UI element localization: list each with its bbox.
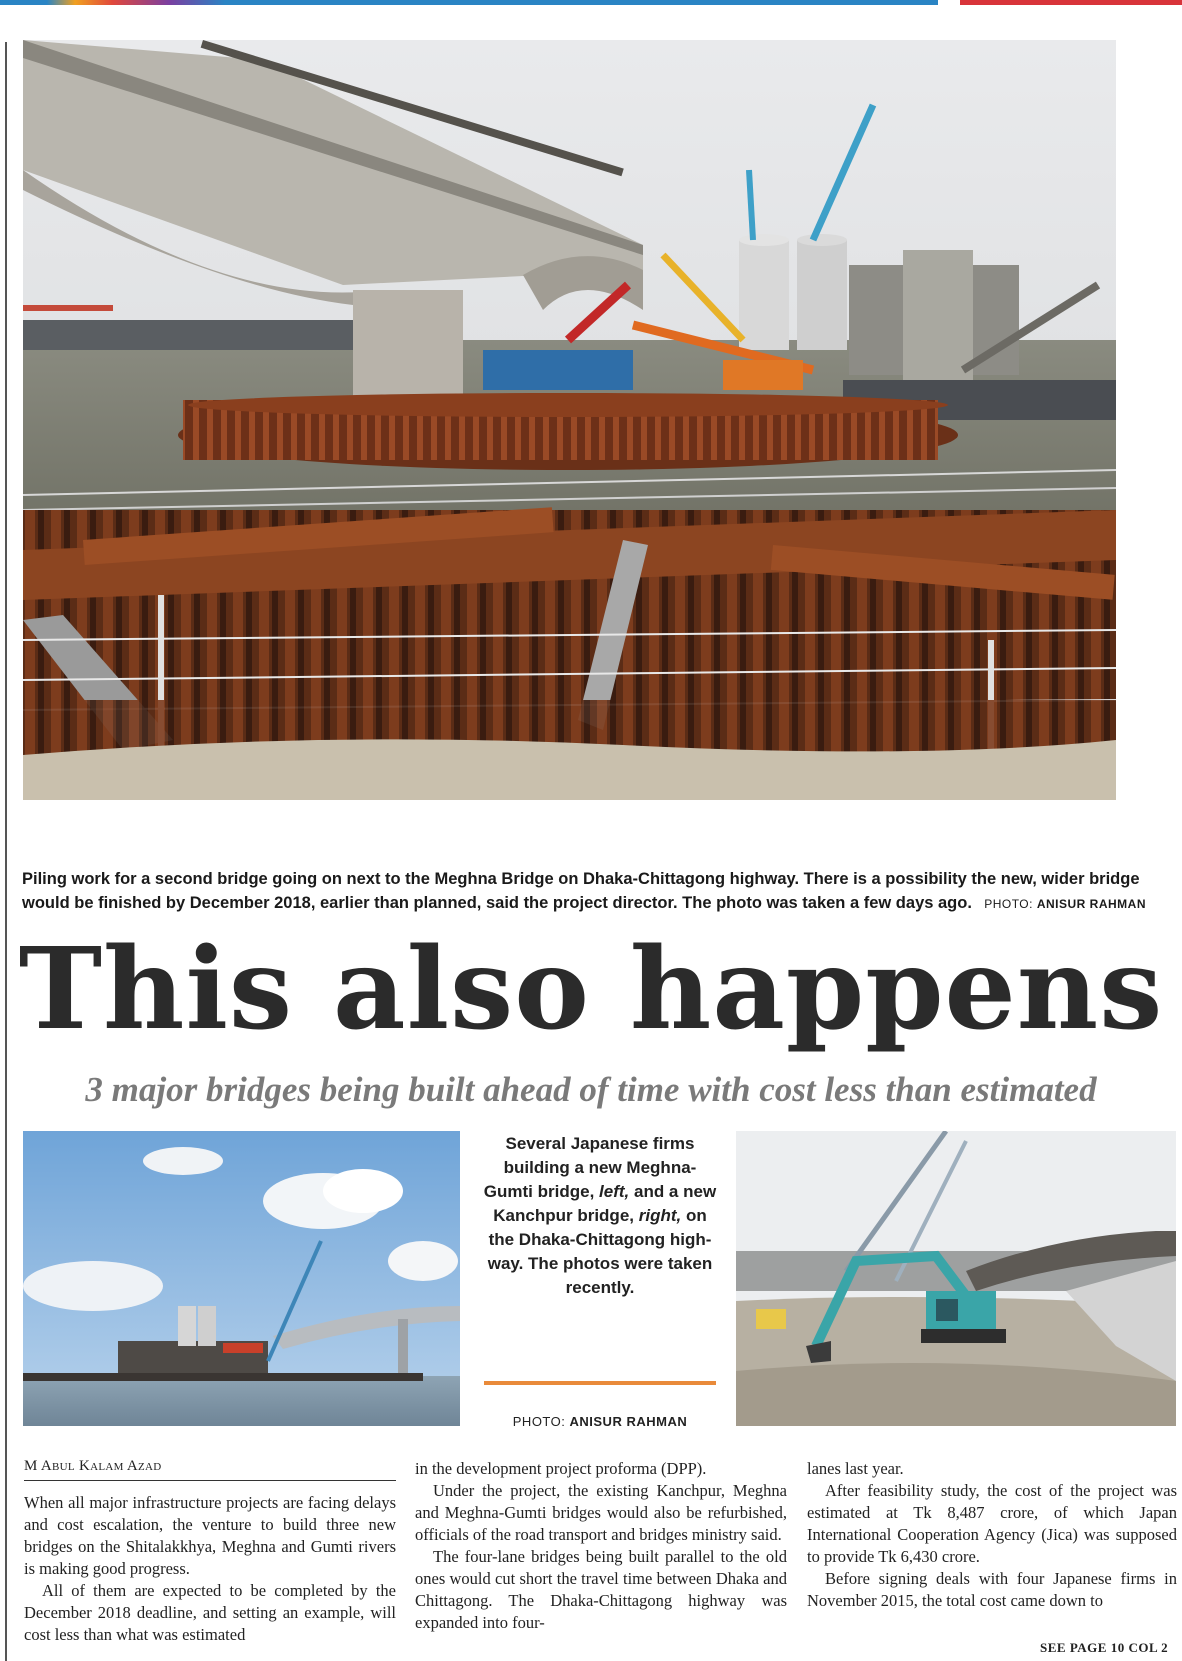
mid-photo-credit xyxy=(480,1414,720,1429)
photo-kanchpur-bridge xyxy=(736,1131,1176,1426)
article-column-1 xyxy=(24,1492,396,1646)
mid-caption-left: left, xyxy=(599,1182,630,1201)
mid-credit-label: PHOTO: xyxy=(512,1414,566,1429)
headline: This also happens xyxy=(18,924,1164,1055)
top-color-bar xyxy=(0,0,938,5)
orange-divider xyxy=(484,1381,716,1385)
mid-caption-text-3: on the Dhaka-Chittagong high-way. The photos were taken recently. xyxy=(487,1206,713,1297)
article-column-2 xyxy=(415,1458,787,1634)
main-photo-credit xyxy=(977,897,1146,911)
main-photo-piling-work xyxy=(23,40,1116,800)
mid-caption-text-2: and a new Kanchpur bridge, xyxy=(493,1182,717,1225)
main-credit-label: PHOTO: xyxy=(984,897,1033,911)
top-red-bar xyxy=(960,0,1182,5)
mid-caption-text-1: Several Japanese firms building a new Meghna-Gumti bridge, xyxy=(483,1134,697,1201)
col3-paragraph: lanes last year. xyxy=(807,1459,904,1478)
main-credit-name: ANISUR RAHMAN xyxy=(1036,897,1146,911)
main-caption-text: Piling work for a second bridge going on next to the Meghna Bridge on Dhaka-Chittagong highway. There is a possibility the new, wider bridge would be finished by December 2018, earlier than planned, said the project director. The photo was taken a few days ago. xyxy=(22,870,1140,912)
byline: M Abul Kalam Azad xyxy=(24,1458,396,1481)
col2-paragraph: in the development project proforma (DPP). xyxy=(415,1459,707,1478)
col3-paragraph: After feasibility study, the cost of the project was estimated at Tk 8,487 crore, of which Japan International Cooperation Agency (Jica) was supposed to provide Tk 6,430 crore. xyxy=(807,1481,1177,1566)
main-photo-caption xyxy=(22,867,1182,916)
continued-see-page[interactable]: SEE PAGE 10 COL 2 xyxy=(1040,1640,1169,1655)
mid-credit-name: ANISUR RAHMAN xyxy=(569,1414,688,1429)
col2-paragraph: The four-lane bridges being built parallel to the old ones would cut short the travel time between Dhaka and Chittagong. The Dhaka-Chittagong highway was expanded into four- xyxy=(415,1547,787,1632)
mid-caption-right: right, xyxy=(638,1206,682,1225)
mid-photo-caption xyxy=(480,1132,720,1300)
col3-paragraph: Before signing deals with four Japanese firms in November 2015, the total cost came down to xyxy=(807,1569,1177,1610)
subheadline: 3 major bridges being built ahead of time with cost less than estimated xyxy=(85,1070,1097,1109)
photo-meghna-gumti-bridge xyxy=(23,1131,460,1426)
col2-paragraph: Under the project, the existing Kanchpur, Meghna and Meghna-Gumti bridges would also be refurbished, officials of the road transport and bridges ministry said. xyxy=(415,1481,787,1544)
left-column-rule xyxy=(5,42,7,1661)
article-column-3 xyxy=(807,1458,1177,1612)
col1-paragraph: When all major infrastructure projects are facing delays and cost escalation, the venture to build three new bridges on the Shitalakkhya, Meghna and Gumti rivers is making good progress. xyxy=(24,1493,396,1578)
col1-paragraph: All of them are expected to be completed by the December 2018 deadline, and setting an example, will cost less than what was estimated xyxy=(24,1581,396,1644)
